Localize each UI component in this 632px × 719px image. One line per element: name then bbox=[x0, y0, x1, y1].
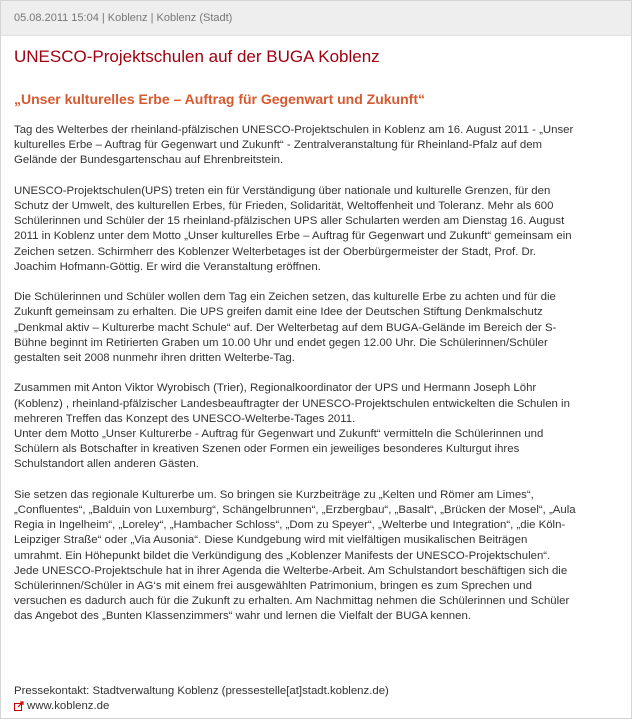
body-line: Bühne beginnt im Retirierten Graben um 10.00 Uhr und endet gegen 12.00 Uhr. Die Schülerinnen/Schüler bbox=[14, 336, 548, 349]
body-line: umrahmt. Ein Höhepunkt bildet die Verkündigung des „Koblenzer Manifests der UNESCO-Projektschulen“. bbox=[14, 549, 551, 562]
body-line: kulturelles Erbe – Auftrag für Gegenwart und Zukunft“ - Zentralveranstaltung für Rheinland-Pfalz auf dem bbox=[14, 139, 543, 152]
body-line: Schulstandort allen anderen Gästen. bbox=[14, 458, 199, 471]
external-link-icon bbox=[14, 701, 24, 711]
body-line: (Koblenz) , rheinland-pfälzischer Landesbeauftragter der UNESCO-Projektschulen entwickelten die Schulen in bbox=[14, 397, 570, 410]
article-title: UNESCO-Projektschulen auf der BUGA Koblenz bbox=[14, 47, 380, 66]
paragraph bbox=[14, 488, 614, 625]
body-line: Schülern als Botschafter in kreativen Szenen oder Formen ein jeweiliges besonderes Kulturgut ihres bbox=[14, 443, 520, 456]
paragraph bbox=[14, 381, 614, 472]
body-line: Zusammen mit Anton Viktor Wyrobisch (Trier), Regionalkoordinator der UPS und Hermann Joseph Löhr bbox=[14, 382, 537, 395]
body-line: Die Schülerinnen und Schüler wollen dem Tag ein Zeichen setzen, das kulturelle Erbe zu achten und für die bbox=[14, 291, 556, 304]
body-line: Tag des Welterbes der rheinland-pfälzischen UNESCO-Projektschulen in Koblenz am 16. August 2011 - „Unser bbox=[14, 124, 574, 136]
body-line: Schülerinnen und Schüler der 15 rheinland-pfälzischen UPS aller Schularten werden am Dienstag 16. August bbox=[14, 215, 565, 228]
body-line: Jede UNESCO-Projektschule hat in ihrer Agenda die Welterbe-Arbeit. Am Schulstandort beschäftigen sich die bbox=[14, 564, 568, 577]
body-line: Schutz der Umwelt, des kulturellen Erbes, für Frieden, Solidarität, Weltoffenheit und Toleranz. Mehr als 600 bbox=[14, 200, 554, 212]
body-line: Leipziger Straße“ oder „Via Ausonia“. Diese Kundgebung wird mit vielfältigen musikalischen Beiträgen bbox=[14, 534, 528, 547]
website-link-row[interactable] bbox=[14, 700, 109, 712]
body-line: gestalten seit 2008 nunmehr ihren dritten Welterbe-Tag. bbox=[14, 352, 295, 365]
article-subtitle: „Unser kulturelles Erbe – Auftrag für Gegenwart und Zukunft“ bbox=[14, 91, 425, 107]
body-line: Zeichen setzen. Schirmherr des Koblenzer Welterbetages ist der Oberbürgermeister der Stadt, Prof. Dr. bbox=[14, 245, 537, 258]
body-line: versuchen es dadurch auch für die Zukunft zu erhalten. Am Nachmittag nehmen die Schülerinnen und Schüler bbox=[14, 595, 570, 608]
body-line: „Denkmal aktiv – Kulturerbe macht Schule“ auf. Der Welterbetag auf dem BUGA-Gelände im Bereich der S- bbox=[14, 321, 557, 334]
article-meta: 05.08.2011 15:04 | Koblenz | Koblenz (Stadt) bbox=[14, 12, 233, 24]
body-line: Schülerinnen/Schüler in AG‘s mit einem frei ausgewählten Patrimonium, bringen es zum Sprechen und bbox=[14, 580, 532, 593]
body-line: mehreren Treffen das Konzept des UNESCO-Welterbe-Tages 2011. bbox=[14, 412, 356, 425]
body-line: Joachim Hofmann-Göttig. Er wird die Veranstaltung eröffnen. bbox=[14, 260, 321, 273]
body-line: Sie setzen das regionale Kulturerbe um. So bringen sie Kurzbeiträge zu „Kelten und Römer am Limes“, bbox=[14, 488, 534, 501]
body-line: 2011 in Koblenz unter dem Motto „Unser kulturelles Erbe – Auftrag für Gegenwart und Zukunft“ gemeinsam ein bbox=[14, 230, 572, 243]
body-line: Unter dem Motto „Unser Kulturerbe - Auftrag für Gegenwart und Zukunft“ vermitteln die Schülerinnen und bbox=[14, 428, 544, 441]
website-link[interactable]: www.koblenz.de bbox=[27, 700, 110, 712]
body-line: Regia in Ingelheim“, „Loreley“, „Hambacher Schloss“, „Dom zu Speyer“, „Welterbe und Integration“, „die Köln- bbox=[14, 519, 566, 532]
paragraph bbox=[14, 290, 614, 366]
paragraph bbox=[14, 184, 614, 275]
body-line: „Confluentes“, „Balduin von Luxemburg“, Schängelbrunnen“, „Erzbergbau“, „Basalt“, „Brücken der Mosel“, „Aula bbox=[14, 504, 576, 517]
body-line: Zukunft gemeinsam zu erhalten. Die UPS greifen damit eine Idee der Deutschen Stiftung Denkmalschutz bbox=[14, 306, 543, 319]
article-body bbox=[14, 123, 614, 640]
body-line: das Angebot des „Bunten Klassenzimmers“ wahr und lernen die Vielfalt der BUGA kennen. bbox=[14, 610, 471, 623]
press-contact: Pressekontakt: Stadtverwaltung Koblenz (pressestelle[at]stadt.koblenz.de) bbox=[14, 685, 389, 697]
paragraph bbox=[14, 123, 614, 169]
meta-bar bbox=[1, 1, 631, 36]
body-line: UNESCO-Projektschulen(UPS) treten ein für Verständigung über nationale und kulturelle Grenzen, für den bbox=[14, 184, 551, 197]
body-line: Gelände der Bundesgartenschau auf Ehrenbreitstein. bbox=[14, 154, 284, 167]
